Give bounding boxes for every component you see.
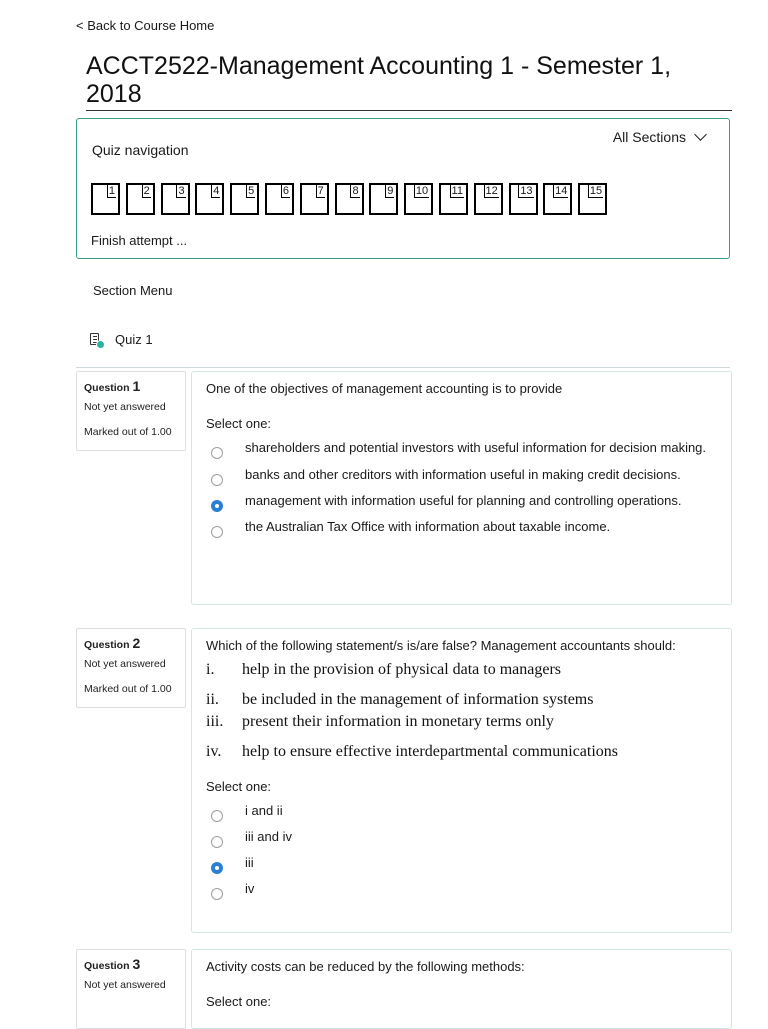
select-one-label: Select one: [206,779,272,794]
question-nav-number: 12 [485,185,498,197]
answer-option-text: iv [245,881,255,896]
question-nav-number: 4 [213,185,220,197]
question-text: One of the objectives of management accounting is to provide [206,381,563,396]
answer-option[interactable] [206,828,717,846]
select-one-label: Select one: [206,416,272,431]
answer-option[interactable] [206,518,717,536]
answer-option[interactable] [206,802,717,820]
course-title: ACCT2522-Management Accounting 1 - Semester 1, 2018 [86,52,732,111]
quiz-link-label: Quiz 1 [115,332,153,347]
question-nav-button-1[interactable] [91,183,120,215]
question-nav-number: 10 [415,185,429,197]
quiz-navigation-title: Quiz navigation [92,142,189,158]
answer-option[interactable] [206,439,717,457]
question-1-body [191,371,732,605]
question-nav-button-3[interactable] [161,183,190,215]
question-nav-number: 2 [143,185,150,197]
answer-option[interactable] [206,880,717,898]
quiz-1-link[interactable] [90,332,153,347]
finish-attempt-link[interactable]: Finish attempt ... [91,233,188,248]
question-state: Not yet answered [84,979,166,991]
select-one-label: Select one: [206,994,272,1009]
statement-item: i. help in the provision of physical data to managers [206,661,562,678]
radio-button[interactable] [211,526,223,538]
question-marks: Marked out of 1.00 [84,426,172,438]
all-sections-label: All Sections [612,129,686,145]
question-marks: Marked out of 1.00 [84,683,172,695]
answer-option-text: iii and iv [245,829,292,844]
radio-button-selected[interactable] [211,862,223,874]
question-number: 2 [132,635,141,651]
question-nav-button-13[interactable] [509,183,538,215]
question-state: Not yet answered [84,658,166,670]
section-menu-heading: Section Menu [93,283,173,298]
section-divider [76,367,730,368]
question-nav-number: 11 [451,185,463,197]
answer-option-text: i and ii [245,803,283,818]
question-nav-button-7[interactable] [300,183,329,215]
question-nav-button-12[interactable] [474,183,503,215]
question-nav-button-5[interactable] [230,183,259,215]
radio-button[interactable] [211,447,223,459]
question-nav-number: 15 [589,185,603,197]
question-nav-button-14[interactable] [543,183,572,215]
question-buttons [91,183,613,215]
question-3-info [76,949,186,1029]
quiz-document-icon [90,333,102,347]
question-nav-number: 1 [108,185,115,197]
all-sections-dropdown[interactable] [613,129,705,145]
question-nav-button-8[interactable] [335,183,364,215]
quiz-navigation-panel [76,118,730,259]
answer-option-text: shareholders and potential investors with useful information for decision making. [245,440,707,455]
answer-option[interactable] [206,854,717,872]
question-number-label: Question 3 [84,956,141,972]
question-nav-number: 13 [520,185,533,197]
question-number: 3 [132,956,141,972]
chevron-down-icon [694,128,707,141]
answer-option[interactable] [206,492,717,510]
question-nav-number: 7 [317,185,324,197]
radio-button[interactable] [211,888,223,900]
question-nav-button-10[interactable] [404,183,433,215]
question-nav-button-9[interactable] [369,183,398,215]
question-nav-button-15[interactable] [578,183,607,215]
question-number: 1 [132,378,141,394]
radio-button-selected[interactable] [211,500,223,512]
question-nav-button-2[interactable] [126,183,155,215]
question-3-body [191,949,732,1029]
answer-option-text: management with information useful for planning and controlling operations. [245,493,682,508]
question-nav-button-6[interactable] [265,183,294,215]
question-nav-number: 6 [282,185,289,197]
radio-button[interactable] [211,474,223,486]
answer-option-text: banks and other creditors with information useful in making credit decisions. [245,467,681,482]
question-nav-number: 9 [387,185,394,197]
question-nav-number: 3 [178,185,185,197]
question-state: Not yet answered [84,401,166,413]
question-number-label: Question 2 [84,635,141,651]
question-number-label: Question 1 [84,378,141,394]
answer-option[interactable] [206,466,717,484]
question-text: Activity costs can be reduced by the following methods: [206,959,525,974]
question-1-info [76,371,186,451]
question-2-body [191,628,732,933]
radio-button[interactable] [211,810,223,822]
question-nav-button-4[interactable] [195,183,224,215]
statement-list [206,659,717,763]
answer-option-text: the Australian Tax Office with information about taxable income. [245,519,611,534]
question-nav-button-11[interactable] [439,183,468,215]
statement-item: iii. present their information in monetary terms only [206,713,554,730]
question-nav-number: 5 [248,185,255,197]
question-text: Which of the following statement/s is/are false? Management accountants should: [206,638,676,653]
question-nav-number: 8 [352,185,359,197]
statement-item: iv. help to ensure effective interdepartmental communications [206,743,619,760]
statement-item: ii. be included in the management of information systems [206,691,594,708]
answer-option-text: iii [245,855,254,870]
radio-button[interactable] [211,836,223,848]
question-nav-number: 14 [555,185,568,197]
question-2-info [76,628,186,708]
back-to-course-home-link[interactable]: < Back to Course Home [76,18,215,33]
